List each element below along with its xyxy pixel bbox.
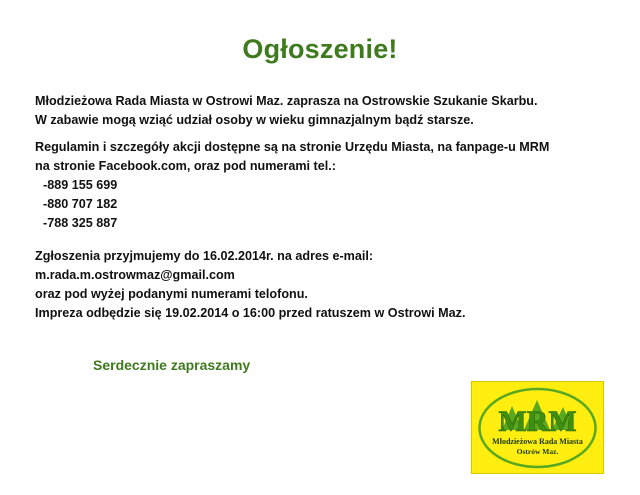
intro-line: Młodzieżowa Rada Miasta w Ostrowi Maz. zaprasza na Ostrowskie Szukanie Skarbu. (35, 94, 538, 108)
logo-line1: Młodzieżowa Rada Miasta (492, 437, 583, 446)
event-details-line: Impreza odbędzie się 19.02.2014 o 16:00 przed ratuszem w Ostrowi Maz. (35, 306, 466, 320)
rules-line: na stronie Facebook.com, oraz pod numerami tel.: (35, 159, 336, 173)
registration-paragraph (35, 247, 615, 323)
page-title: Ogłoszenie! (242, 34, 398, 64)
logo-letters: MRM (498, 405, 577, 438)
email-address: m.rada.m.ostrowmaz@gmail.com (35, 268, 235, 282)
intro-line: W zabawie mogą wziąć udział osoby w wieku gimnazjalnym bądź starsze. (35, 113, 474, 127)
registration-line: Zgłoszenia przyjmujemy do 16.02.2014r. na adres e-mail: (35, 249, 374, 263)
rules-paragraph (35, 138, 615, 233)
rules-line: Regulamin i szczegóły akcji dostępne są na stronie Urzędu Miasta, na fanpage-u MRM (35, 140, 550, 154)
intro-paragraph (35, 92, 615, 130)
announcement-body (35, 92, 615, 331)
logo-line2: Ostrów Maz. (516, 447, 559, 456)
closing-text: Serdecznie zapraszamy (93, 357, 251, 373)
registration-line: oraz pod wyżej podanymi numerami telofonu. (35, 287, 308, 301)
mrm-logo-graphic (472, 382, 603, 473)
phone-number: -880 707 182 (43, 197, 118, 211)
phone-number: -788 325 887 (43, 216, 118, 230)
phone-number: -889 155 699 (43, 178, 118, 192)
mrm-logo (471, 381, 604, 474)
